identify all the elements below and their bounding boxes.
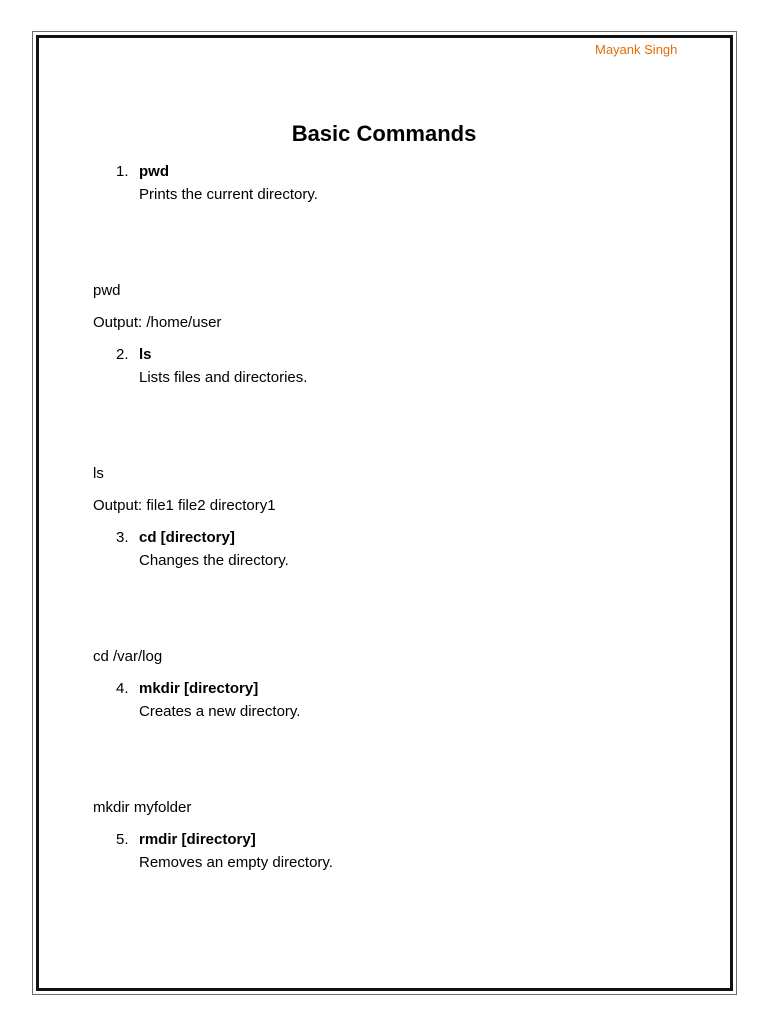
author-name: Mayank Singh (595, 42, 678, 57)
example-command: ls (93, 465, 104, 482)
list-item-number: 5. (116, 831, 129, 848)
list-item-number: 3. (116, 529, 129, 546)
list-item-number: 4. (116, 680, 129, 697)
example-output: Output: /home/user (93, 314, 222, 331)
list-item-number: 1. (116, 163, 129, 180)
list-item-description: Removes an empty directory. (139, 854, 333, 871)
list-item-command: rmdir [directory] (139, 831, 256, 848)
example-output: Output: file1 file2 directory1 (93, 497, 276, 514)
example-command: mkdir myfolder (93, 799, 192, 816)
example-command: pwd (93, 282, 121, 299)
list-item-command: mkdir [directory] (139, 680, 259, 697)
list-item-command: pwd (139, 163, 169, 180)
list-item-description: Creates a new directory. (139, 703, 301, 720)
page-title: Basic Commands (291, 121, 477, 146)
list-item-command: cd [directory] (139, 529, 235, 546)
list-item-description: Changes the directory. (139, 552, 289, 569)
example-command: cd /var/log (93, 648, 163, 665)
list-item-number: 2. (116, 346, 129, 363)
list-item-description: Prints the current directory. (139, 186, 318, 203)
list-item-description: Lists files and directories. (139, 369, 308, 386)
list-item-command: ls (139, 346, 152, 363)
